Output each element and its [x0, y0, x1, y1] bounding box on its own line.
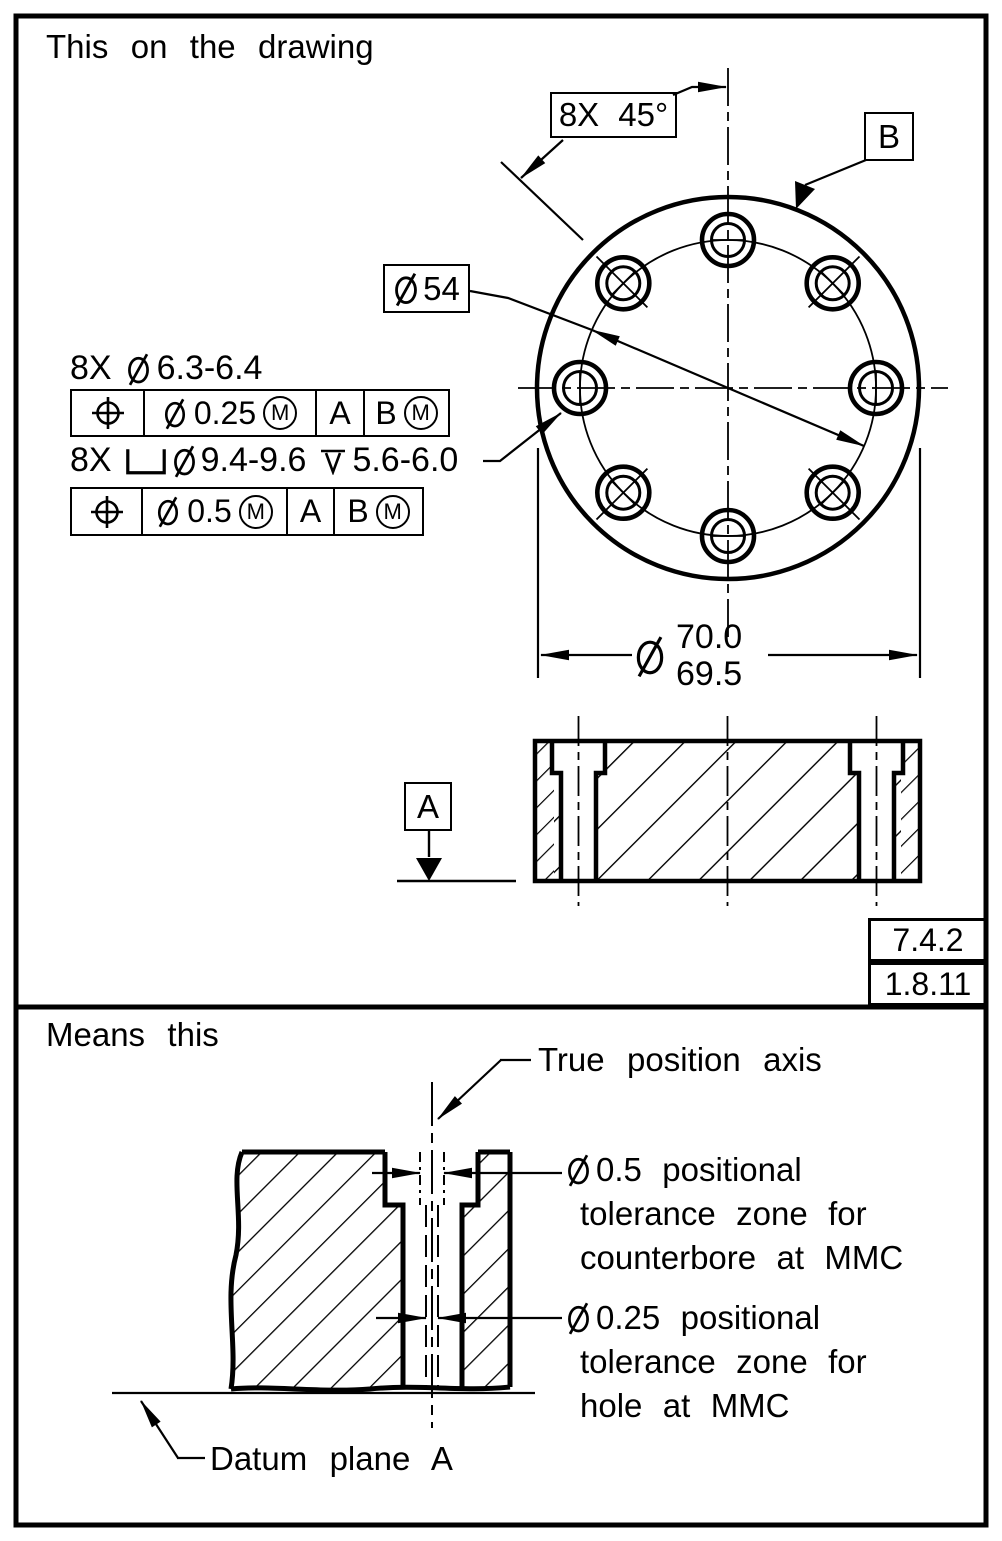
- fcf-cell: [365, 389, 450, 437]
- fcf-datum-b: B: [375, 394, 397, 431]
- counterbore-icon: [124, 446, 168, 476]
- fcf-cell: [70, 389, 145, 437]
- true-position-axis-label: True position axis: [538, 1041, 822, 1078]
- hole-size-callout: [70, 349, 262, 388]
- diameter-icon: [634, 634, 666, 678]
- mmc-icon: M: [263, 396, 297, 430]
- mmc-icon: M: [239, 495, 273, 529]
- ref-number-1: 7.4.2: [868, 918, 988, 962]
- cbore-size-callout: [70, 441, 458, 480]
- ref-number-2: 1.8.11: [868, 962, 988, 1006]
- hole-zone-line2: tolerance zone for: [580, 1343, 867, 1380]
- fcf-datum-a: A: [329, 394, 351, 431]
- bolt-circle-dia: 54: [423, 269, 460, 307]
- top-panel-title: This on the drawing: [46, 28, 374, 65]
- fcf-cell: [317, 389, 365, 437]
- fcf-cell: [143, 487, 288, 536]
- diameter-icon: [393, 271, 419, 307]
- cbore-zone-line2: tolerance zone for: [580, 1195, 867, 1232]
- hole-size: 6.3-6.4: [156, 349, 263, 387]
- bolt-circle-dia-box: [383, 264, 470, 313]
- fcf-cell: [288, 487, 335, 536]
- flange-dia-lower: 69.5: [676, 655, 743, 693]
- fcf-datum-b: B: [347, 493, 369, 529]
- position-symbol-icon: [90, 395, 126, 431]
- datum-b-box: B: [864, 112, 914, 161]
- cbore-depth: 5.6-6.0: [352, 441, 459, 479]
- position-symbol-icon: [89, 494, 125, 530]
- diameter-icon: [566, 1153, 591, 1187]
- diameter-icon: [163, 397, 187, 430]
- diameter-icon: [156, 495, 180, 528]
- fcf-tolerance: 0.25: [193, 394, 257, 431]
- datum-plane-label: Datum plane A: [210, 1440, 453, 1477]
- hole-zone-line3: hole at MMC: [580, 1387, 790, 1424]
- fcf-cell: [145, 389, 317, 437]
- cbore-zone-line3: counterbore at MMC: [580, 1239, 904, 1276]
- depth-icon: [318, 447, 348, 475]
- mmc-icon: M: [404, 396, 438, 430]
- fcf-cell: [70, 487, 143, 536]
- bottom-panel-title: Means this: [46, 1016, 219, 1053]
- hole-zone-line1: 0.25 positional: [596, 1299, 821, 1336]
- angle-callout-box: 8X 45°: [550, 92, 677, 138]
- fcf-cell: [335, 487, 424, 536]
- cbore-zone-label: [566, 1148, 903, 1280]
- cbore-size: 9.4-9.6: [200, 441, 307, 479]
- diameter-icon: [126, 352, 151, 386]
- diameter-icon: [566, 1301, 591, 1335]
- mmc-icon: M: [376, 495, 410, 529]
- flange-dia-upper: 70.0: [676, 618, 743, 656]
- cbore-zone-line1: 0.5 positional: [596, 1151, 802, 1188]
- cbore-count: 8X: [70, 441, 112, 479]
- diameter-icon: [172, 444, 197, 478]
- hole-zone-label: [566, 1296, 867, 1428]
- hole-feature-control-frame: [70, 389, 450, 437]
- hole-count: 8X: [70, 349, 112, 387]
- fcf-datum-a: A: [299, 493, 322, 529]
- cbore-feature-control-frame: [70, 487, 424, 536]
- fcf-tolerance: 0.5: [187, 493, 232, 529]
- datum-a-box: A: [404, 782, 452, 831]
